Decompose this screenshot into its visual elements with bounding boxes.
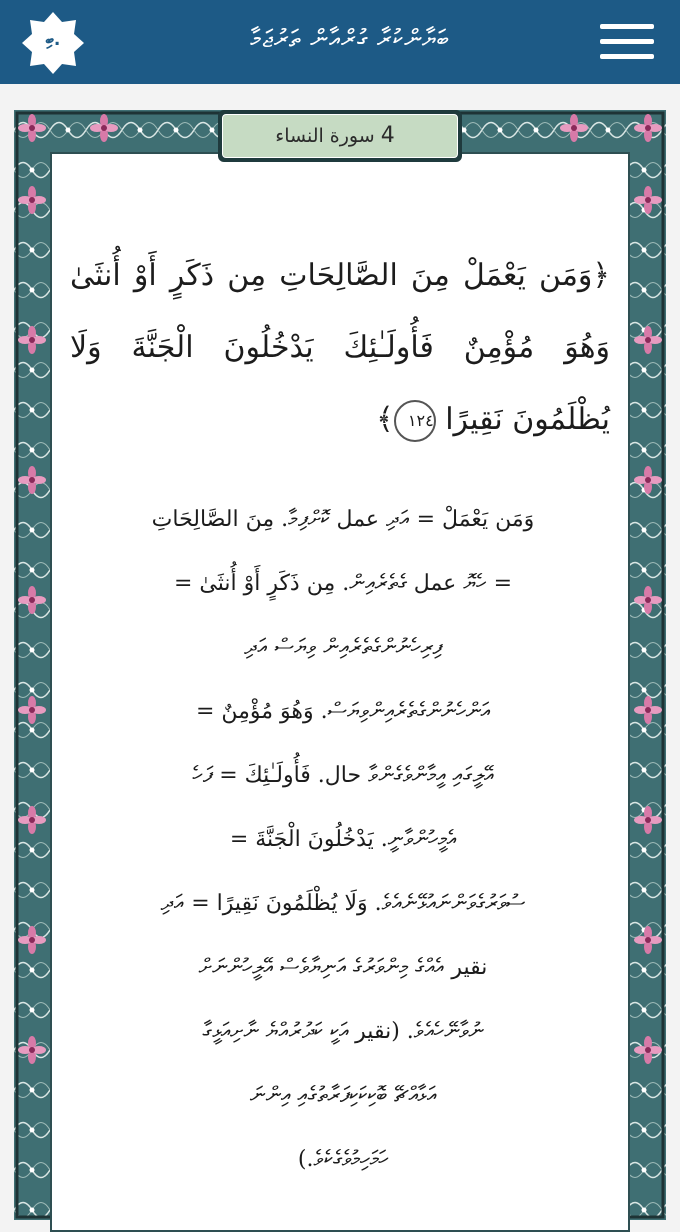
surah-name: سورة النساء xyxy=(275,125,375,147)
commentary-line: ފިރިހެނުންގެތެރެއިން ވިޔަސް އަދި xyxy=(244,635,442,660)
ayah-number-badge: ١٢٤ xyxy=(394,400,436,442)
commentary-line: ހަމަހިމުވެގެކެވެ.) xyxy=(297,1147,389,1172)
surah-title xyxy=(223,123,459,148)
commentary-line: އަޅާއްޗޭ ބޮކިކަކިފަރާތުގެއި އިންނަ xyxy=(249,1083,437,1108)
surah-header xyxy=(218,110,462,162)
verse-line-2: وَهُوَ مُؤْمِنٌ فَأُولَـٰئِكَ يَدْخُلُونَ الْجَنَّةَ وَلَا يُظْلَمُونَ xyxy=(70,330,610,437)
hamburger-menu-icon[interactable] xyxy=(600,22,654,62)
menu-bar xyxy=(600,39,654,44)
menu-bar xyxy=(600,24,654,29)
commentary-line: = ހެޔޮ عمل ގެތެރެއިން. مِن ذَكَرٍ أَوْ أُنثَىٰ = xyxy=(173,571,513,596)
menu-bar xyxy=(600,54,654,59)
logo-label: ބި. xyxy=(45,30,61,50)
commentary-line: ސުވަރުގެވަންނައުޅޭނެއެވެ. وَلَا يُظْلَمُونَ نَقِيرًا = އަދި xyxy=(160,891,526,916)
verse-end-mark: ﴾ xyxy=(376,402,394,437)
commentary-line: އަންހެނުންގެތެރެއިންވިޔަސް. وَهُوَ مُؤْمِنٌ = xyxy=(195,699,491,724)
commentary-line: ނުވާނޭހެއެވެ. (نقير އަކީ ކަދުރުއްޔެ ނާށިއަޅީގާ xyxy=(202,1019,484,1044)
app-logo[interactable] xyxy=(20,10,86,76)
quran-verse xyxy=(70,240,610,456)
verse-line-1: ﴿وَمَن يَعْمَلْ مِنَ الصَّالِحَاتِ مِن ذَكَرٍ أَوْ أُنثَىٰ xyxy=(70,258,610,293)
surah-number: 4 xyxy=(380,123,395,148)
commentary-line: وَمَن يَعْمَلْ = އަދި عمل ކޮށްފިމާ. مِنَ الصَّالِحَاتِ xyxy=(151,507,535,532)
surah-header-panel xyxy=(222,114,458,158)
commentary-line: نقير އެއްގެ މިންވަރުގެ އަނިޔާވެސް އޭލީހުންނަށް xyxy=(198,955,488,980)
top-app-bar xyxy=(0,0,680,84)
commentary-line: އެމީހުންވާނީ. يَدْخُلُونَ الْجَنَّةَ = xyxy=(229,827,457,852)
verse-line-3: نَقِيرًا xyxy=(445,402,503,437)
app-title: ބަޔާންކުރާ ގުރްއާން ތަރުޖަމާ xyxy=(250,24,450,53)
commentary-line: އޭލީގައި އީމާންވެގެންވާ حال. فَأُولَـٰئِكَ = ފަހެ xyxy=(192,763,494,788)
translation-commentary xyxy=(78,488,608,1192)
